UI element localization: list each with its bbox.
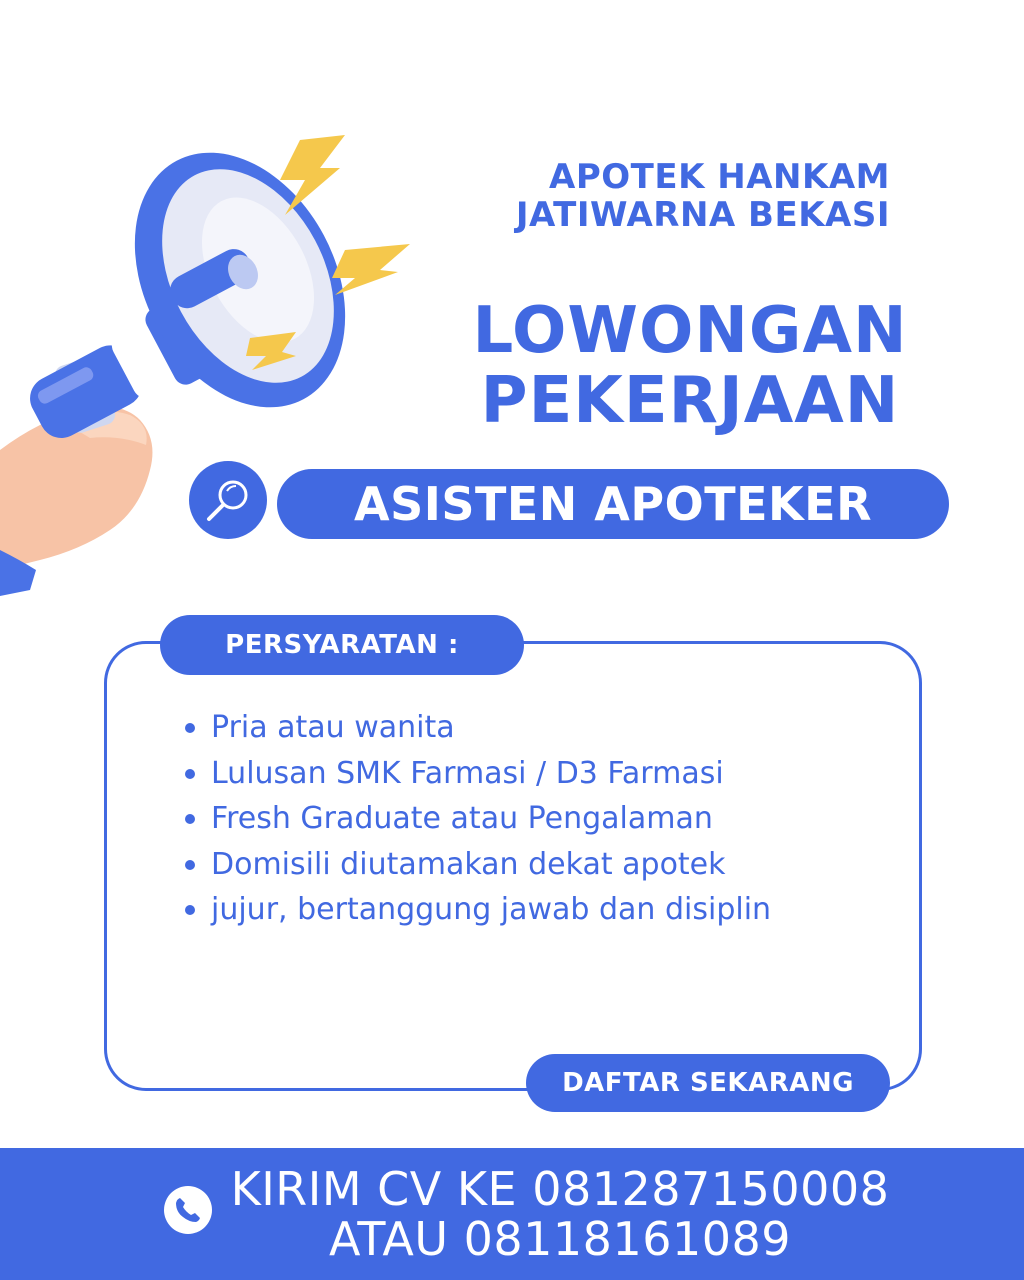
magnifying-glass-icon (189, 461, 267, 539)
company-line-1: APOTEK HANKAM (549, 157, 890, 197)
apply-now-button[interactable] (526, 1054, 890, 1112)
search-badge (189, 461, 267, 539)
list-item: Lulusan SMK Farmasi / D3 Farmasi (185, 751, 771, 797)
list-item: Pria atau wanita (185, 705, 771, 751)
job-position-banner (277, 469, 949, 539)
company-line-2: JATIWARNA BEKASI (515, 195, 890, 235)
requirements-label (160, 615, 524, 675)
requirements-label-text: PERSYARATAN : (225, 630, 459, 660)
list-item: jujur, bertanggung jawab dan disiplin (185, 887, 771, 933)
headline (440, 296, 940, 436)
headline-line-2: PEKERJAAN (480, 364, 900, 438)
list-item: Fresh Graduate atau Pengalaman (185, 796, 771, 842)
apply-now-label: DAFTAR SEKARANG (562, 1068, 854, 1098)
phone-icon (164, 1186, 212, 1234)
job-position-title: ASISTEN APOTEKER (354, 477, 872, 531)
contact-line-1: KIRIM CV KE 081287150008 (230, 1162, 890, 1216)
phone-handset-icon (164, 1186, 212, 1234)
requirements-list (185, 705, 771, 933)
company-name (516, 158, 890, 234)
contact-info (230, 1164, 890, 1264)
contact-line-2: ATAU 08118161089 (328, 1212, 792, 1266)
contact-footer (0, 1148, 1024, 1280)
headline-line-1: LOWONGAN (472, 294, 908, 368)
hand-icon (0, 407, 152, 596)
list-item: Domisili diutamakan dekat apotek (185, 842, 771, 888)
